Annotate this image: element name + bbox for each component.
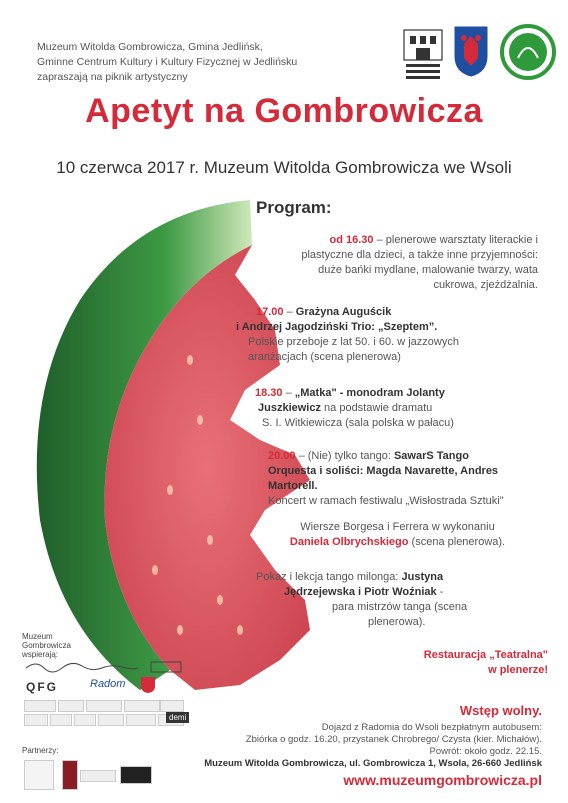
entry-tango-intro: Pokaz i lekcja tango milonga: <box>256 571 402 583</box>
entry-tango-line-3: para mistrzów tanga (scena <box>332 601 468 613</box>
entry-1630-line-3: duże bańki mydlane, malowanie twarzy, wata <box>318 264 538 276</box>
entry-1630-line-2: plastyczne dla dzieci, a także inne przyjemności: <box>301 249 538 261</box>
free-entry: Wstęp wolny. <box>459 703 542 718</box>
sponsor-logo-10 <box>126 714 156 726</box>
entry-tango-dancers: Jędrzejewska i Piotr Woźniak <box>284 586 437 598</box>
program-entry-borges <box>250 520 545 550</box>
event-date-place: 10 czerwca 2017 r. Muzeum Witolda Gombrowicza we Wsoli <box>56 158 512 177</box>
gck-logo-icon <box>500 24 556 80</box>
program-heading: Program: <box>256 198 332 217</box>
sponsors-label <box>22 632 82 659</box>
program-entry-tango-show <box>248 570 548 630</box>
transport-line-1: Dojazd z Radomia do Wsoli bezpłatnym autobusem: <box>321 722 542 733</box>
sponsor-logo-6 <box>24 714 48 726</box>
museum-logo-icon <box>400 24 446 82</box>
qfg-logo: QFG <box>26 680 58 694</box>
entry-1700-line-2: i Andrzej Jagodziński Trio: „Szeptem”. <box>236 321 438 333</box>
time-1630: od 16.30 <box>329 234 374 246</box>
organizers-intro <box>37 40 357 85</box>
sponsor-logo-4 <box>124 700 160 712</box>
entry-2000-line-2: Orquesta i soliści: Magda Navarette, Andres <box>268 465 499 477</box>
entry-1700-sep: – <box>283 306 296 318</box>
intro-line-1: Muzeum Witolda Gombrowicza, Gmina Jedlińsk, <box>37 41 263 53</box>
entry-borges-line-1: Wiersze Borgesa i Ferrera w wykonaniu <box>300 521 495 533</box>
partner-logo-1 <box>24 760 54 790</box>
intro-line-3: zapraszają na piknik artystyczny <box>37 71 188 83</box>
radom-logo: Radom <box>90 678 126 690</box>
entry-1830-title: „Matka" - monodram Jolanty <box>294 387 445 399</box>
sponsor-logo-2 <box>58 700 84 712</box>
sponsor-logo-8 <box>74 714 96 726</box>
entry-2000-line-4: Koncert w ramach festiwalu „Wisłostrada Sztuki" <box>268 495 504 507</box>
entry-tango-dancer-1: Justyna <box>401 571 444 583</box>
entry-1830-line-2: na podstawie dramatu <box>320 402 433 414</box>
radom-coat-of-arms-icon <box>140 676 156 694</box>
sponsors-label-2: Gombrowicza <box>22 641 71 650</box>
kratka-logo-icon <box>150 660 184 674</box>
partner-logo-4 <box>120 766 152 784</box>
entry-1830-author: Juszkiewicz <box>258 402 321 414</box>
time-1700: 17.00 <box>256 306 284 318</box>
program-entry-1830 <box>250 386 480 431</box>
sponsors-label-3: wspierają: <box>22 650 59 659</box>
program-entry-1630 <box>240 233 538 293</box>
sponsor-logo-1 <box>24 700 56 712</box>
entry-1700-line-3: Polskie przeboje z lat 50. i 60. w jazzowych <box>248 336 459 348</box>
entry-1700-line-4: aranżacjach (scena plenerowa) <box>248 351 401 363</box>
entry-2000-intro: – (Nie) tylko tango: <box>295 450 394 462</box>
signature-logo-icon <box>22 658 142 674</box>
entry-1630-line-4: cukrowa, zjeżdżalnia. <box>433 279 538 291</box>
entry-tango-line-4: plenerowa). <box>368 616 426 628</box>
entry-borges-actor: Daniela Olbrychskiego <box>289 536 409 548</box>
sponsor-logo-3 <box>86 700 122 712</box>
entry-borges-line-2: (scena plenerowa). <box>408 536 506 548</box>
transport-line-2: Zbiórka o godz. 16.20, przystanek Chrobrego/ Czysta (kier. Michałów). <box>245 734 542 745</box>
restaurant-line-1: Restauracja „Teatralna" <box>423 649 548 661</box>
sponsors-label-1: Muzeum <box>22 632 53 641</box>
program-entry-2000 <box>252 449 542 509</box>
time-1830: 18.30 <box>255 387 283 399</box>
sponsor-logo-5 <box>160 700 184 712</box>
entry-2000-line-3: Martorell. <box>268 480 318 492</box>
entry-1830-line-3: S. I. Witkiewicza (sala polska w pałacu) <box>262 417 454 429</box>
jedlinsk-coat-of-arms-icon <box>452 24 490 78</box>
demi-logo: demi <box>166 712 189 723</box>
entry-1630-line-1: – plenerowe warsztaty literackie i <box>373 234 538 246</box>
top-logos <box>400 24 560 84</box>
website-link[interactable]: www.muzeumgombrowicza.pl <box>343 772 542 788</box>
entry-1830-sep: – <box>282 387 295 399</box>
entry-1700-artist: Grażyna Auguścik <box>295 306 392 318</box>
museum-address: Muzeum Witolda Gombrowicza, ul. Gombrowicza 1, Wsola, 26-660 Jedlińsk <box>204 758 542 769</box>
sponsor-logo-9 <box>98 714 124 726</box>
time-2000: 20.00 <box>268 450 296 462</box>
partner-logo-3 <box>80 770 116 782</box>
program-entry-1700 <box>236 305 489 365</box>
partners-label: Partnerzy: <box>22 746 59 755</box>
sponsor-logo-7 <box>50 714 72 726</box>
transport-info <box>200 722 542 758</box>
partner-logo-2 <box>62 760 78 790</box>
restaurant-note <box>368 648 548 678</box>
entry-2000-band: SawarS Tango <box>393 450 469 462</box>
event-title: Apetyt na Gombrowicza <box>85 92 483 130</box>
entry-tango-dash: - <box>436 586 444 598</box>
transport-line-3: Powrót: około godz. 22.15. <box>429 746 542 757</box>
restaurant-line-2: w plenerze! <box>488 664 548 676</box>
intro-line-2: Gminne Centrum Kultury i Kultury Fizycznej w Jedlińsku <box>37 56 298 68</box>
